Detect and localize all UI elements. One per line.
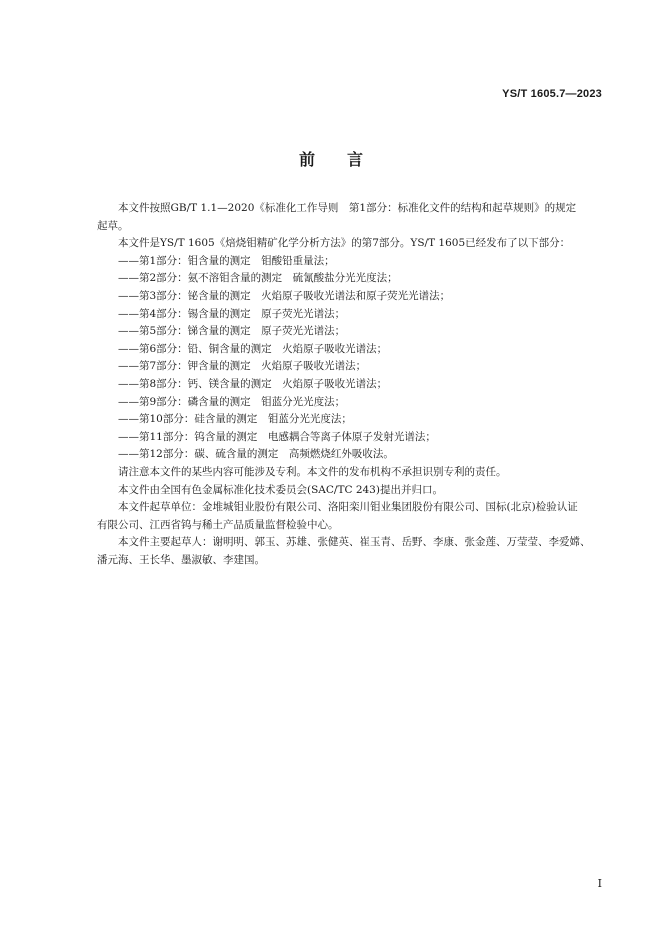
paragraph-drafters: 本文件主要起草人：谢明明、郭玉、苏雄、张健英、崔玉青、岳野、李康、张金莲、万莹莹、李爱嫦、: [118, 536, 591, 549]
paragraph-series-intro: 本文件是YS/T 1605《焙烧钼精矿化学分析方法》的第7部分。YS/T 1605已经发布了以下部分：: [118, 237, 571, 250]
paragraph-patent-notice: 请注意本文件的某些内容可能涉及专利。本文件的发布机构不承担识别专利的责任。: [118, 465, 507, 478]
list-item: ——第4部分：锡含量的测定 原子荧光光谱法；: [118, 307, 346, 320]
list-item: ——第8部分：钙、镁含量的测定 火焰原子吸收光谱法；: [118, 377, 388, 390]
list-item: ——第7部分：钾含量的测定 火焰原子吸收光谱法；: [118, 360, 367, 373]
list-item: ——第3部分：铋含量的测定 火焰原子吸收光谱法和原子荧光光谱法；: [118, 289, 451, 302]
list-item: ——第12部分：碳、硫含量的测定 高频燃烧红外吸收法。: [118, 448, 394, 461]
page-number: I: [597, 877, 602, 890]
list-item: ——第11部分：钨含量的测定 电感耦合等离子体原子发射光谱法；: [118, 430, 436, 443]
list-item: ——第6部分：铅、铜含量的测定 火焰原子吸收光谱法；: [118, 342, 388, 355]
paragraph-drafting-rules: 本文件按照GB/T 1.1—2020《标准化工作导则 第1部分：标准化文件的结构和起草规则》的规定: [118, 202, 577, 214]
paragraph-drafting-units: 本文件起草单位：金堆城钼业股份有限公司、洛阳栾川钼业集团股份有限公司、国标(北京)检验认证: [118, 501, 578, 514]
list-item: ——第2部分：氨不溶钼含量的测定 硫氰酸盐分光光度法；: [118, 272, 398, 285]
list-item: ——第9部分：磷含量的测定 钼蓝分光光度法；: [118, 395, 346, 408]
document-code: YS/T 1605.7—2023: [502, 88, 602, 100]
parts-list: [97, 253, 602, 464]
list-item: ——第5部分：锑含量的测定 原子荧光光谱法；: [118, 325, 346, 338]
page-title: 前言: [298, 150, 395, 169]
paragraph-proposer: 本文件由全国有色金属标准化技术委员会(SAC/TC 243)提出并归口。: [118, 483, 443, 496]
list-item: ——第1部分：钼含量的测定 钼酸铅重量法；: [118, 254, 335, 267]
paragraph-drafters-cont: 潘元海、王长华、墨淑敏、李建国。: [97, 553, 265, 566]
paragraph-drafting-units-cont: 有限公司、江西省钨与稀土产品质量监督检验中心。: [97, 518, 339, 531]
foreword-body: [97, 200, 602, 569]
paragraph-drafting-rules-cont: 起草。: [97, 219, 129, 232]
list-item: ——第10部分：硅含量的测定 钼蓝分光光度法；: [118, 413, 352, 426]
